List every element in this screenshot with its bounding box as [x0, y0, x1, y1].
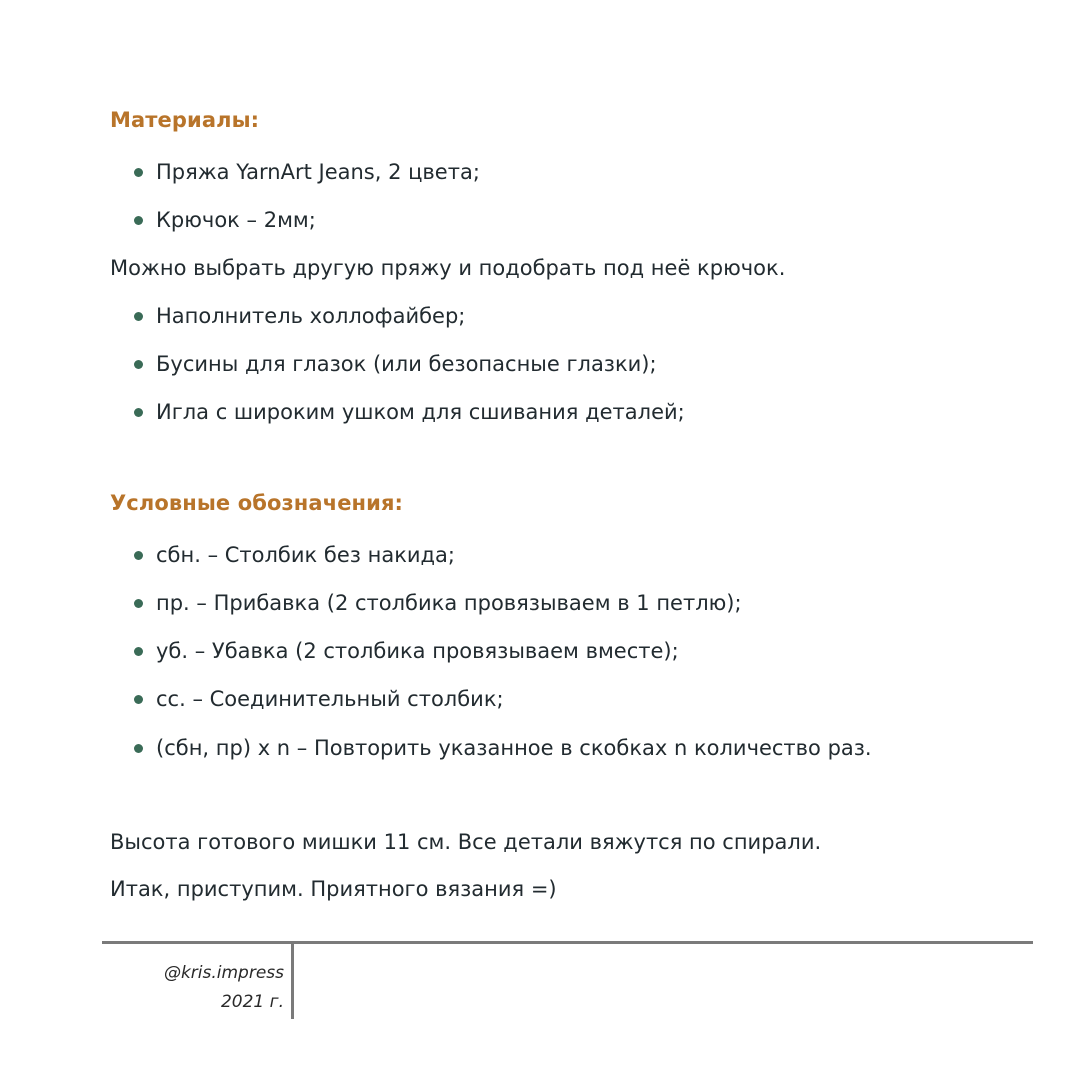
list-item: [134, 350, 657, 378]
list-item-text: сс. – Соединительный столбик;: [156, 687, 504, 711]
list-item: [134, 734, 872, 762]
list-item: [134, 206, 316, 234]
bullet-icon: [134, 695, 143, 704]
bullet-icon: [134, 551, 143, 560]
list-item-text: Игла с широким ушком для сшивания деталей;: [156, 400, 685, 424]
footer-vertical-divider: [291, 943, 294, 1019]
footer-divider: [102, 941, 1033, 944]
bullet-icon: [134, 744, 143, 753]
author-handle: @kris.impress: [163, 963, 284, 983]
list-item: [134, 302, 465, 330]
legend-heading: Условные обозначения:: [110, 491, 404, 515]
closing-line-2: Итак, приступим. Приятного вязания =): [110, 877, 557, 901]
bullet-icon: [134, 647, 143, 656]
list-item: [134, 541, 455, 569]
closing-line-1: Высота готового мишки 11 см. Все детали вяжутся по спирали.: [110, 830, 822, 854]
list-item-text: Крючок – 2мм;: [156, 208, 316, 232]
bullet-icon: [134, 312, 143, 321]
list-item-text: сбн. – Столбик без накида;: [156, 543, 455, 567]
bullet-icon: [134, 599, 143, 608]
footer-year: 2021 г.: [220, 992, 284, 1012]
list-item: [134, 158, 480, 186]
list-item-text: (сбн, пр) х n – Повторить указанное в скобках n количество раз.: [156, 736, 872, 760]
materials-heading: Материалы:: [110, 108, 260, 132]
bullet-icon: [134, 216, 143, 225]
list-item-text: Бусины для глазок (или безопасные глазки);: [156, 352, 657, 376]
list-item: [134, 589, 742, 617]
list-item-text: уб. – Убавка (2 столбика провязываем вместе);: [156, 639, 679, 663]
list-item: [134, 685, 504, 713]
bullet-icon: [134, 168, 143, 177]
bullet-icon: [134, 408, 143, 417]
bullet-icon: [134, 360, 143, 369]
list-item-text: Пряжа YarnArt Jeans, 2 цвета;: [156, 160, 480, 184]
materials-note: Можно выбрать другую пряжу и подобрать под неё крючок.: [110, 256, 786, 280]
list-item: [134, 398, 685, 426]
list-item-text: Наполнитель холлофайбер;: [156, 304, 466, 328]
list-item-text: пр. – Прибавка (2 столбика провязываем в 1 петлю);: [156, 591, 742, 615]
list-item: [134, 637, 679, 665]
